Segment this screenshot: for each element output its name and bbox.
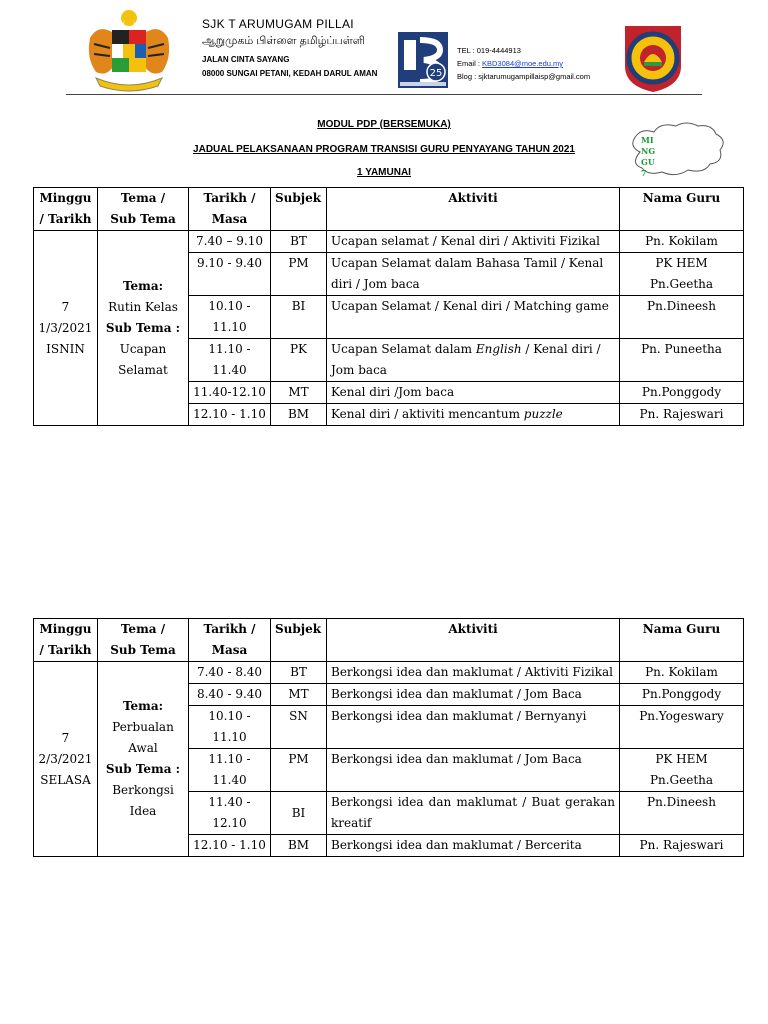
masa-cell: 9.10 - 9.40 — [189, 253, 271, 296]
masa-cell: 12.10 - 1.10 — [189, 835, 271, 857]
class-title: 1 YAMUNAI — [357, 167, 411, 178]
aktiviti-cell: Berkongsi idea dan maklumat / Jom Baca — [327, 684, 620, 706]
aktiviti-cell: Ucapan selamat / Kenal diri / Aktiviti Fizikal — [327, 231, 620, 253]
modul-title: MODUL PDP (BERSEMUKA) — [317, 119, 451, 130]
guru-cell: Pn. Rajeswari — [620, 404, 744, 426]
email-link[interactable]: KBD3084@moe.edu.my — [482, 59, 564, 68]
table-header-row — [34, 188, 744, 231]
guru-cell: Pn. Puneetha — [620, 339, 744, 382]
subjek-cell: PK — [271, 339, 327, 382]
subjek-cell: BM — [271, 835, 327, 857]
header-aktiviti: Aktiviti — [327, 619, 620, 662]
center-logo — [398, 32, 448, 88]
cloud-text — [641, 135, 655, 179]
table-row — [34, 662, 744, 684]
masa-cell: 8.40 - 9.40 — [189, 684, 271, 706]
subjek-cell: BI — [271, 296, 327, 339]
aktiviti-cell: Berkongsi idea dan maklumat / Aktiviti Fizikal — [327, 662, 620, 684]
aktiviti-cell: Ucapan Selamat dalam Bahasa Tamil / Kenal diri / Jom baca — [327, 253, 620, 296]
subjek-cell: BT — [271, 662, 327, 684]
cloud-text-line: MI — [641, 135, 654, 145]
aktiviti-cell: Ucapan Selamat / Kenal diri / Matching game — [327, 296, 620, 339]
guru-cell: Pn. Kokilam — [620, 231, 744, 253]
subjek-cell: MT — [271, 382, 327, 404]
guru-cell: PK HEM Pn.Geetha — [620, 253, 744, 296]
contact-tel: TEL : 019-4444913 — [457, 46, 521, 55]
aktiviti-cell: Kenal diri / aktiviti mencantum puzzle — [327, 404, 620, 426]
school-name: SJK T ARUMUGAM PILLAI — [202, 17, 354, 31]
header-guru: Nama Guru — [620, 619, 744, 662]
table-row — [34, 231, 744, 253]
table-header-row — [34, 619, 744, 662]
header-subjek: Subjek — [271, 188, 327, 231]
guru-cell: Pn.Ponggody — [620, 684, 744, 706]
guru-cell: PK HEM Pn.Geetha — [620, 749, 744, 792]
school-name-tamil: ஆறுமுகம் பிள்ளை தமிழ்ப்பள்ளி — [202, 35, 365, 47]
address-line-2: 08000 SUNGAI PETANI, KEDAH DARUL AMAN — [202, 69, 378, 78]
header-minggu: Minggu / Tarikh — [34, 188, 98, 231]
header-subjek: Subjek — [271, 619, 327, 662]
header-minggu: Minggu / Tarikh — [34, 619, 98, 662]
aktiviti-cell: Kenal diri /Jom baca — [327, 382, 620, 404]
guru-cell: Pn. Kokilam — [620, 662, 744, 684]
guru-cell: Pn. Rajeswari — [620, 835, 744, 857]
subjek-cell: MT — [271, 684, 327, 706]
schedule-table-day1 — [33, 187, 744, 426]
guru-cell: Pn.Dineesh — [620, 792, 744, 835]
malaysia-crest-logo — [80, 8, 178, 92]
subjek-cell: SN — [271, 706, 327, 749]
cloud-text-line: NG — [641, 146, 656, 156]
contact-email-line — [457, 59, 563, 68]
header-aktiviti: Aktiviti — [327, 188, 620, 231]
minggu-cell: 7 2/3/2021 SELASA — [34, 662, 98, 857]
masa-cell: 11.10 - 11.40 — [189, 749, 271, 792]
aktiviti-cell: Berkongsi idea dan maklumat / Bernyanyi — [327, 706, 620, 749]
subjek-cell: BM — [271, 404, 327, 426]
masa-cell: 12.10 - 1.10 — [189, 404, 271, 426]
masa-cell: 10.10 - 11.10 — [189, 706, 271, 749]
minggu-cell: 7 1/3/2021 ISNIN — [34, 231, 98, 426]
aktiviti-cell: Berkongsi idea dan maklumat / Jom Baca — [327, 749, 620, 792]
header-tema: Tema / Sub Tema — [98, 619, 189, 662]
header-tarikh: Tarikh / Masa — [189, 188, 271, 231]
contact-blog: Blog : sjktarumugampillaisp@gmail.com — [457, 72, 591, 81]
aktiviti-cell: Berkongsi idea dan maklumat / Buat gerakan kreatif — [327, 792, 620, 835]
masa-cell: 10.10 - 11.10 — [189, 296, 271, 339]
cloud-text-line: GU — [641, 157, 655, 167]
cloud-text-line: 7 — [641, 168, 647, 178]
masa-cell: 11.40-12.10 — [189, 382, 271, 404]
subjek-cell: BT — [271, 231, 327, 253]
email-label: Email : — [457, 59, 483, 68]
masa-cell: 11.10 - 11.40 — [189, 339, 271, 382]
guru-cell: Pn.Ponggody — [620, 382, 744, 404]
tema-cell: Tema: Rutin Kelas Sub Tema : Ucapan Selamat — [98, 231, 189, 426]
header-divider — [66, 94, 702, 95]
header-tarikh: Tarikh / Masa — [189, 619, 271, 662]
schedule-table-day2 — [33, 618, 744, 857]
address-line-1: JALAN CINTA SAYANG — [202, 55, 290, 64]
aktiviti-cell: Ucapan Selamat dalam English / Kenal diri / Jom baca — [327, 339, 620, 382]
masa-cell: 11.40 - 12.10 — [189, 792, 271, 835]
subjek-cell: BI — [271, 792, 327, 835]
jadual-title: JADUAL PELAKSANAAN PROGRAM TRANSISI GURU PENYAYANG TAHUN 2021 — [193, 144, 575, 155]
tema-cell: Tema: Perbualan Awal Sub Tema : Berkongsi Idea — [98, 662, 189, 857]
aktiviti-cell: Berkongsi idea dan maklumat / Bercerita — [327, 835, 620, 857]
masa-cell: 7.40 - 8.40 — [189, 662, 271, 684]
masa-cell: 7.40 – 9.10 — [189, 231, 271, 253]
subjek-cell: PM — [271, 749, 327, 792]
center-logo-text: 25 — [429, 68, 443, 79]
guru-cell: Pn.Dineesh — [620, 296, 744, 339]
subjek-cell: PM — [271, 253, 327, 296]
guru-cell: Pn.Yogeswary — [620, 706, 744, 749]
header-tema: Tema / Sub Tema — [98, 188, 189, 231]
school-badge-logo — [622, 24, 684, 94]
header-guru: Nama Guru — [620, 188, 744, 231]
